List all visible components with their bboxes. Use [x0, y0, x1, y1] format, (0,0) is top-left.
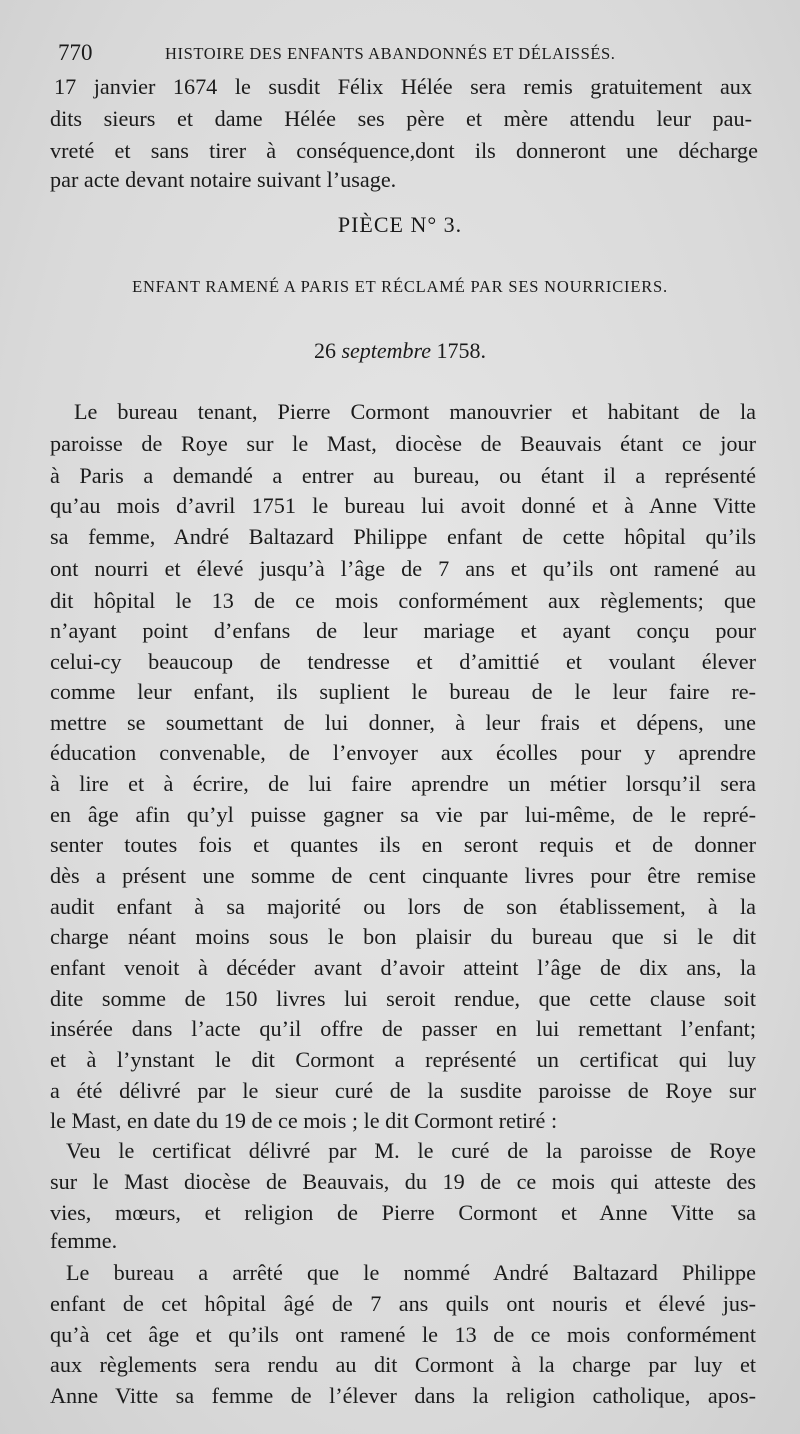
text-line: [0, 396, 800, 428]
text-line-content: paroisse de Roye sur le Mast, diocèse de Beauvais étant ce jour: [50, 431, 756, 456]
text-line: [0, 135, 800, 167]
text-line-content: Anne Vitte sa femme de l’élever dans la religion catholique, apos-: [50, 1383, 756, 1408]
text-line-content: dès a présent une somme de cent cinquante livres pour être remise: [50, 863, 756, 888]
text-line: [0, 707, 800, 739]
text-line: [0, 1380, 800, 1412]
text-line: [0, 460, 800, 492]
text-line: [0, 829, 800, 861]
text-line-content: ont nourri et élevé jusqu’à l’âge de 7 ans et qu’ils ont ramené au: [50, 556, 756, 581]
text-line-content: charge néant moins sous le bon plaisir du bureau que si le dit: [50, 924, 756, 949]
text-line: [0, 737, 800, 769]
text-line-content: femme.: [50, 1228, 118, 1253]
text-line-content: dits sieurs et dame Hélée ses père et mère attendu leur pau-: [50, 106, 752, 131]
text-line-content: enfant venoit à décéder avant d’avoir atteint l’âge de dix ans, la: [50, 955, 756, 980]
text-line: [0, 1288, 800, 1320]
text-line: [0, 1319, 800, 1351]
text-line-content: Le bureau a arrêté que le nommé André Baltazard Philippe: [66, 1260, 756, 1285]
text-line: [0, 1349, 800, 1381]
running-title: HISTOIRE DES ENFANTS ABANDONNÉS ET DÉLAISSÉS.: [165, 44, 616, 63]
text-line: [0, 921, 800, 953]
text-line-content: à lire et à écrire, de lui faire aprendre un métier lorsqu’il sera: [50, 771, 756, 796]
text-line-content: qu’au mois d’avril 1751 le bureau lui avoit donné et à Anne Vitte: [50, 493, 756, 518]
text-line-content: éducation convenable, de l’envoyer aux écolles pour y aprendre: [50, 740, 756, 765]
page-number: 770: [58, 40, 93, 65]
text-line: [0, 1166, 800, 1198]
text-line: [0, 983, 800, 1015]
text-line-content: 17 janvier 1674 le susdit Félix Hélée sera remis gratuitement aux: [54, 74, 752, 99]
text-line-content: n’ayant point d’enfans de leur mariage et ayant conçu pour: [50, 618, 756, 643]
text-line: [0, 103, 800, 135]
text-line-content: et à l’ynstant le dit Cormont a représenté un certificat qui luy: [50, 1047, 756, 1072]
text-line: [0, 428, 800, 460]
page-header: [0, 36, 800, 66]
text-line-content: par acte devant notaire suivant l’usage.: [50, 167, 397, 192]
text-line: [0, 891, 800, 923]
text-line: [0, 585, 800, 617]
text-line: [0, 71, 800, 103]
text-line-content: Veu le certificat délivré par M. le curé de la paroisse de Roye: [66, 1138, 756, 1163]
text-line: [0, 1257, 800, 1289]
text-line: [0, 646, 800, 678]
text-line: [0, 521, 800, 553]
text-line: [0, 952, 800, 984]
text-line-content: dite somme de 150 livres lui seroit rendue, que cette clause soit: [50, 986, 756, 1011]
text-line-content: enfant de cet hôpital âgé de 7 ans quils ont nouris et élevé jus-: [50, 1291, 756, 1316]
date-day: 26: [313, 338, 336, 363]
text-line: [0, 799, 800, 831]
text-line: [0, 860, 800, 892]
text-line-content: sa femme, André Baltazard Philippe enfant de cette hôpital qu’ils: [50, 524, 756, 549]
text-line-content: a été délivré par le sieur curé de la susdite paroisse de Roye sur: [50, 1078, 756, 1103]
text-line-content: le Mast, en date du 19 de ce mois ; le dit Cormont retiré :: [50, 1108, 558, 1133]
date-year: 1758.: [436, 338, 487, 363]
text-line: [0, 490, 800, 522]
text-line-content: celui-cy beaucoup de tendresse et d’amittié et voulant élever: [50, 649, 756, 674]
text-line: [0, 1044, 800, 1076]
text-line: [0, 164, 800, 196]
text-line: [0, 676, 800, 708]
text-line-content: comme leur enfant, ils suplient le bureau de le leur faire re-: [50, 679, 756, 704]
text-line: [0, 1135, 800, 1167]
text-line-content: audit enfant à sa majorité ou lors de son établissement, à la: [50, 894, 756, 919]
text-line-content: sur le Mast diocèse de Beauvais, du 19 de ce mois qui atteste des: [50, 1169, 756, 1194]
text-line: [0, 553, 800, 585]
text-line-content: à Paris a demandé a entrer au bureau, ou étant il a représenté: [50, 463, 756, 488]
piece-subtitle: ENFANT RAMENÉ A PARIS ET RÉCLAMÉ PAR SES NOURRICIERS.: [132, 277, 668, 296]
text-line: [0, 615, 800, 647]
date-month: septembre: [341, 338, 432, 363]
text-line-content: insérée dans l’acte qu’il offre de passer en lui remettant l’enfant;: [50, 1016, 756, 1041]
text-line-content: qu’à cet âge et qu’ils ont ramené le 13 de ce mois conformément: [50, 1322, 756, 1347]
text-line-content: Le bureau tenant, Pierre Cormont manouvrier et habitant de la: [74, 399, 756, 424]
text-line-content: dit hôpital le 13 de ce mois conformément aux règlements; que: [50, 588, 756, 613]
document-date: [0, 338, 800, 364]
text-line: [0, 1013, 800, 1045]
text-line: [0, 768, 800, 800]
text-line-content: en âge afin qu’yl puisse gagner sa vie par lui-même, de le repré-: [50, 802, 756, 827]
piece-title: PIÈCE N° 3.: [337, 212, 463, 237]
text-line-content: vies, mœurs, et religion de Pierre Cormont et Anne Vitte sa: [50, 1200, 756, 1225]
text-line-content: senter toutes fois et quantes ils en seront requis et de donner: [50, 832, 756, 857]
text-line-content: vreté et sans tirer à conséquence,dont ils donneront une décharge: [50, 138, 758, 163]
text-line: [0, 1225, 800, 1257]
text-line-content: aux règlements sera rendu au dit Cormont à la charge par luy et: [50, 1352, 756, 1377]
text-line: [0, 1105, 800, 1137]
text-line: [0, 1075, 800, 1107]
text-line-content: mettre se soumettant de lui donner, à leur frais et dépens, une: [50, 710, 756, 735]
